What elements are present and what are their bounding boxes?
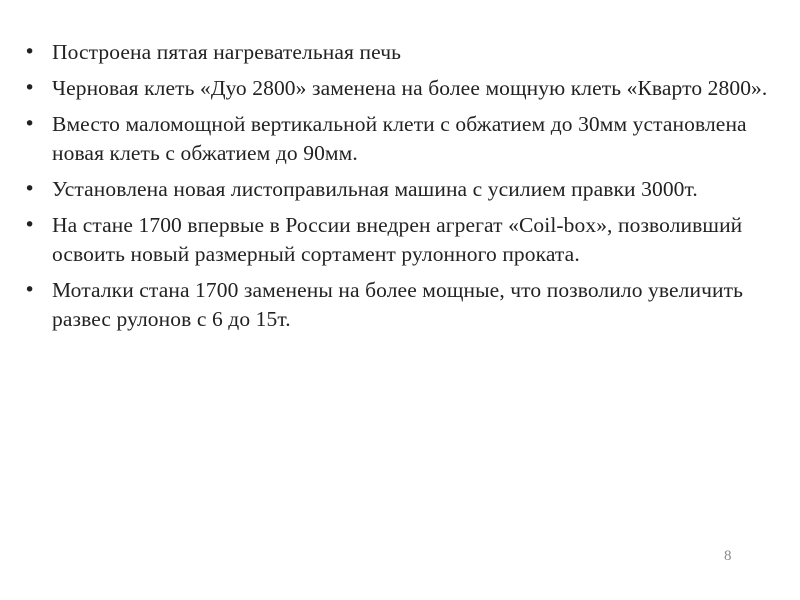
bullet-icon: • xyxy=(24,279,36,301)
bullet-icon: • xyxy=(24,77,36,99)
page-number: 8 xyxy=(724,548,732,564)
bullet-item-coil-box xyxy=(24,211,780,269)
bullet-item-heating-furnace xyxy=(24,38,780,67)
bullet-icon: • xyxy=(24,178,36,200)
bullet-text: Построена пятая нагревательная печь xyxy=(52,40,402,64)
bullet-icon: • xyxy=(24,41,36,63)
bullet-icon: • xyxy=(24,214,36,236)
bullet-list xyxy=(24,38,780,341)
bullet-text: На стане 1700 впервые в России внедрен агрегат «Coil-box», позволивший освоить новый размерный сортамент рулонного проката. xyxy=(52,213,743,266)
bullet-text: Установлена новая листоправильная машина с усилием правки 3000т. xyxy=(52,177,698,201)
bullet-text: Черновая клеть «Дуо 2800» заменена на более мощную клеть «Кварто 2800». xyxy=(52,76,768,100)
bullet-icon: • xyxy=(24,113,36,135)
bullet-item-roughing-stand xyxy=(24,74,780,103)
bullet-item-vertical-stand xyxy=(24,110,780,168)
bullet-item-coilers xyxy=(24,276,780,334)
bullet-item-leveling-machine xyxy=(24,175,780,204)
bullet-text: Моталки стана 1700 заменены на более мощные, что позволило увеличить развес рулонов с 6 до 15т. xyxy=(52,278,743,331)
bullet-text: Вместо маломощной вертикальной клети с обжатием до 30мм установлена новая клеть с обжатием до 90мм. xyxy=(52,112,747,165)
